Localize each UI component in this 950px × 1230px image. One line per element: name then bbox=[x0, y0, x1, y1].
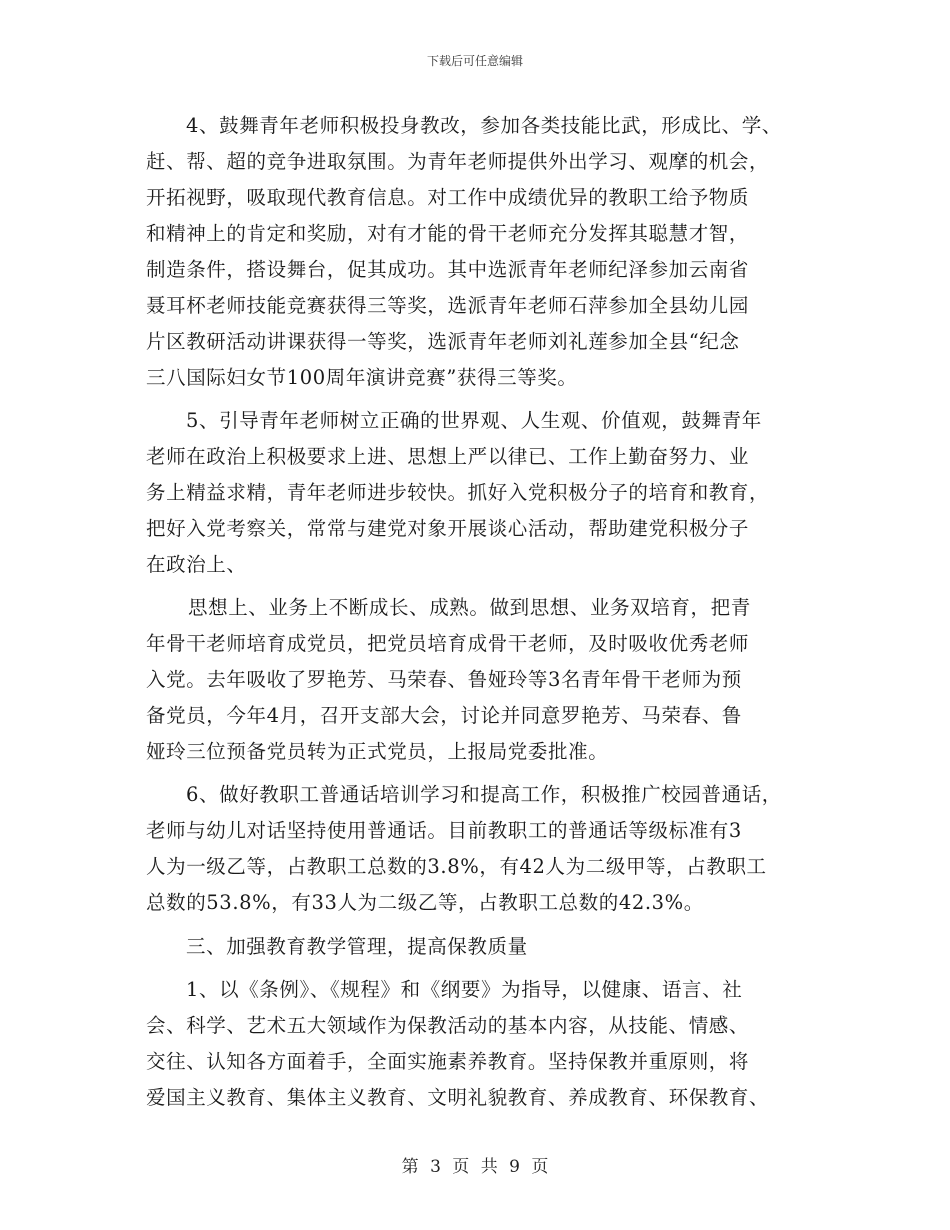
text-line: 入党。去年吸收了罗艳芳、马荣春、鲁娅玲等3名青年骨干老师为预 bbox=[146, 668, 742, 691]
text-line: 爱国主义教育、集体主义教育、文明礼貌教育、养成教育、环保教育、 bbox=[146, 1086, 770, 1109]
text-line: 年骨干老师培育成党员，把党员培育成骨干老师，及时吸收优秀老师 bbox=[146, 632, 750, 655]
text-line: 交往、认知各方面着手，全面实施素养教育。坚持保教并重原则，将 bbox=[146, 1050, 750, 1073]
text-line: 和精神上的肯定和奖励，对有才能的骨干老师充分发挥其聪慧才智， bbox=[146, 222, 750, 245]
text-line: 老师在政治上积极要求上进、思想上严以律已、工作上勤奋努力、业 bbox=[146, 445, 750, 468]
page-number: 第 3 页 共 9 页 bbox=[401, 1157, 549, 1177]
text-line: 5、引导青年老师树立正确的世界观、人生观、价值观，鼓舞青年 bbox=[186, 409, 762, 432]
text-line: 赶、帮、超的竞争进取氛围。为青年老师提供外出学习、观摩的机会， bbox=[146, 150, 770, 173]
text-line: 老师与幼儿对话坚持使用普通话。目前教职工的普通话等级标准有3 bbox=[146, 819, 742, 842]
text-line: 三八国际妇女节100周年演讲竞赛”获得三等奖。 bbox=[146, 366, 578, 389]
text-line: 备党员，今年4月，召开支部大会，讨论并同意罗艳芳、马荣春、鲁 bbox=[146, 704, 742, 727]
text-line: 总数的53.8%，有33人为二级乙等，占教职工总数的42.3%。 bbox=[146, 891, 704, 914]
text-line: 片区教研活动讲课获得一等奖，选派青年老师刘礼莲参加全县“纪念 bbox=[146, 330, 740, 353]
text-line: 在政治上、 bbox=[146, 553, 247, 576]
text-line: 4、鼓舞青年老师积极投身教改，参加各类技能比武，形成比、学、 bbox=[186, 114, 782, 137]
text-line: 人为一级乙等，占教职工总数的3.8%，有42人为二级甲等，占教职工 bbox=[146, 855, 767, 878]
text-line: 1、以《条例》、《规程》和《纲要》为指导，以健康、语言、社 bbox=[186, 978, 743, 1001]
text-line: 把好入党考察关，常常与建党对象开展谈心活动，帮助建党积极分子 bbox=[146, 517, 750, 540]
text-line: 务上精益求精，青年老师进步较快。抓好入党积极分子的培育和教育， bbox=[146, 481, 770, 504]
text-line: 开拓视野，吸取现代教育信息。对工作中成绩优异的教职工给予物质 bbox=[146, 186, 750, 209]
text-line: 会、科学、艺术五大领域作为保教活动的基本内容，从技能、情感、 bbox=[146, 1014, 750, 1037]
text-line: 聂耳杯老师技能竞赛获得三等奖，选派青年老师石萍参加全县幼儿园 bbox=[146, 294, 750, 317]
text-line: 制造条件，搭设舞台，促其成功。其中选派青年老师纪泽参加云南省 bbox=[146, 258, 750, 281]
text-line: 思想上、业务上不断成长、成熟。做到思想、业务双培育，把青 bbox=[188, 596, 751, 619]
text-line: 6、做好教职工普通话培训学习和提高工作，积极推广校园普通话， bbox=[186, 783, 782, 806]
section-heading: 三、加强教育教学管理，提高保教质量 bbox=[186, 935, 528, 958]
text-line: 娅玲三位预备党员转为正式党员，上报局党委批准。 bbox=[146, 740, 609, 763]
page-header: 下载后可任意编辑 bbox=[426, 54, 523, 68]
